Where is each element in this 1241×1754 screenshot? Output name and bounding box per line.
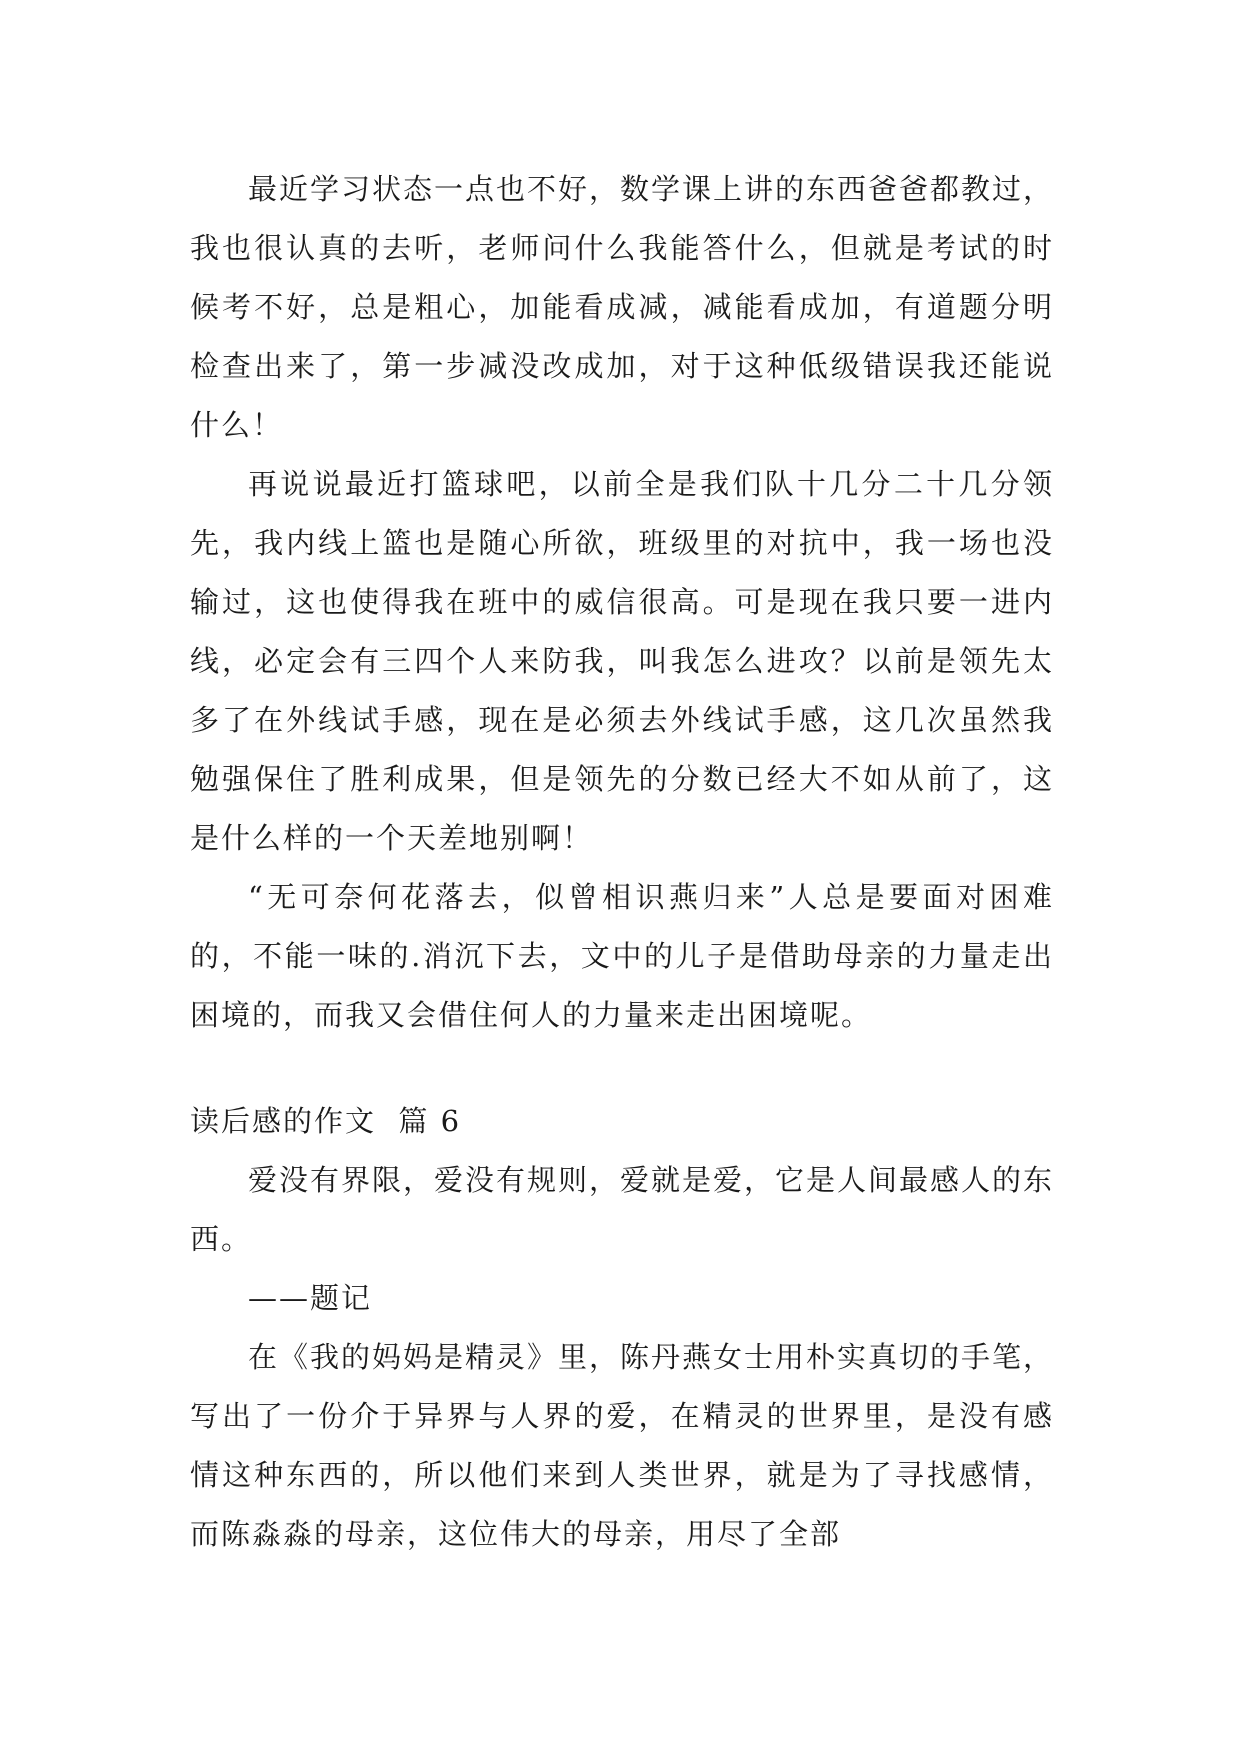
paragraph-book-intro: 在《我的妈妈是精灵》里，陈丹燕女士用朴实真切的手笔，写出了一份介于异界与人界的爱，在精灵的世界里，是没有感情这种东西的，所以他们来到人类世界，就是为了寻找感情， 而陈淼淼的母亲，这位伟大的母亲，用尽了全部 bbox=[190, 1340, 1077, 1551]
paragraph-study: 最近学习状态一点也不好，数学课上讲的东西爸爸都教过，我也很认真的去听，老师问什么我能答什么，但就是考试的时候考不好，总是粗心，加能看成减，减能看成加，有道题分明检查出来了，第一步减没改成加，对于这种低级错误我还能说什么！ bbox=[190, 172, 1055, 442]
section-heading: 读后感的作文 篇 6 bbox=[190, 1104, 462, 1138]
paragraph-epigraph-source: ——题记 bbox=[248, 1281, 373, 1315]
paragraph-reflection: “无可奈何花落去，似曾相识燕归来”人总是要面对困难的，不能一味的.消沉下去，文中的儿子是借助母亲的力量走出困境的，而我又会借住何人的力量来走出困境呢。 bbox=[190, 880, 1054, 1032]
paragraph-basketball: 再说说最近打篮球吧，以前全是我们队十几分二十几分领先，我内线上篮也是随心所欲，班级里的对抗中，我一场也没输过，这也使得我在班中的威信很高。可是现在我只要一进内线，必定会有三四个人来防我，叫我怎么进攻？以前是领先太多了在外线试手感，现在是必须去外线试手感，这几次虽然我勉强保住了胜利成果，但是领先的分数已经大不如从前了，这是什么样的一个天差地别啊！ bbox=[190, 467, 1054, 855]
paragraph-epigraph: 爱没有界限，爱没有规则，爱就是爱，它是人间最感人的东西。 bbox=[190, 1163, 1055, 1256]
document-page bbox=[190, 160, 1077, 1564]
